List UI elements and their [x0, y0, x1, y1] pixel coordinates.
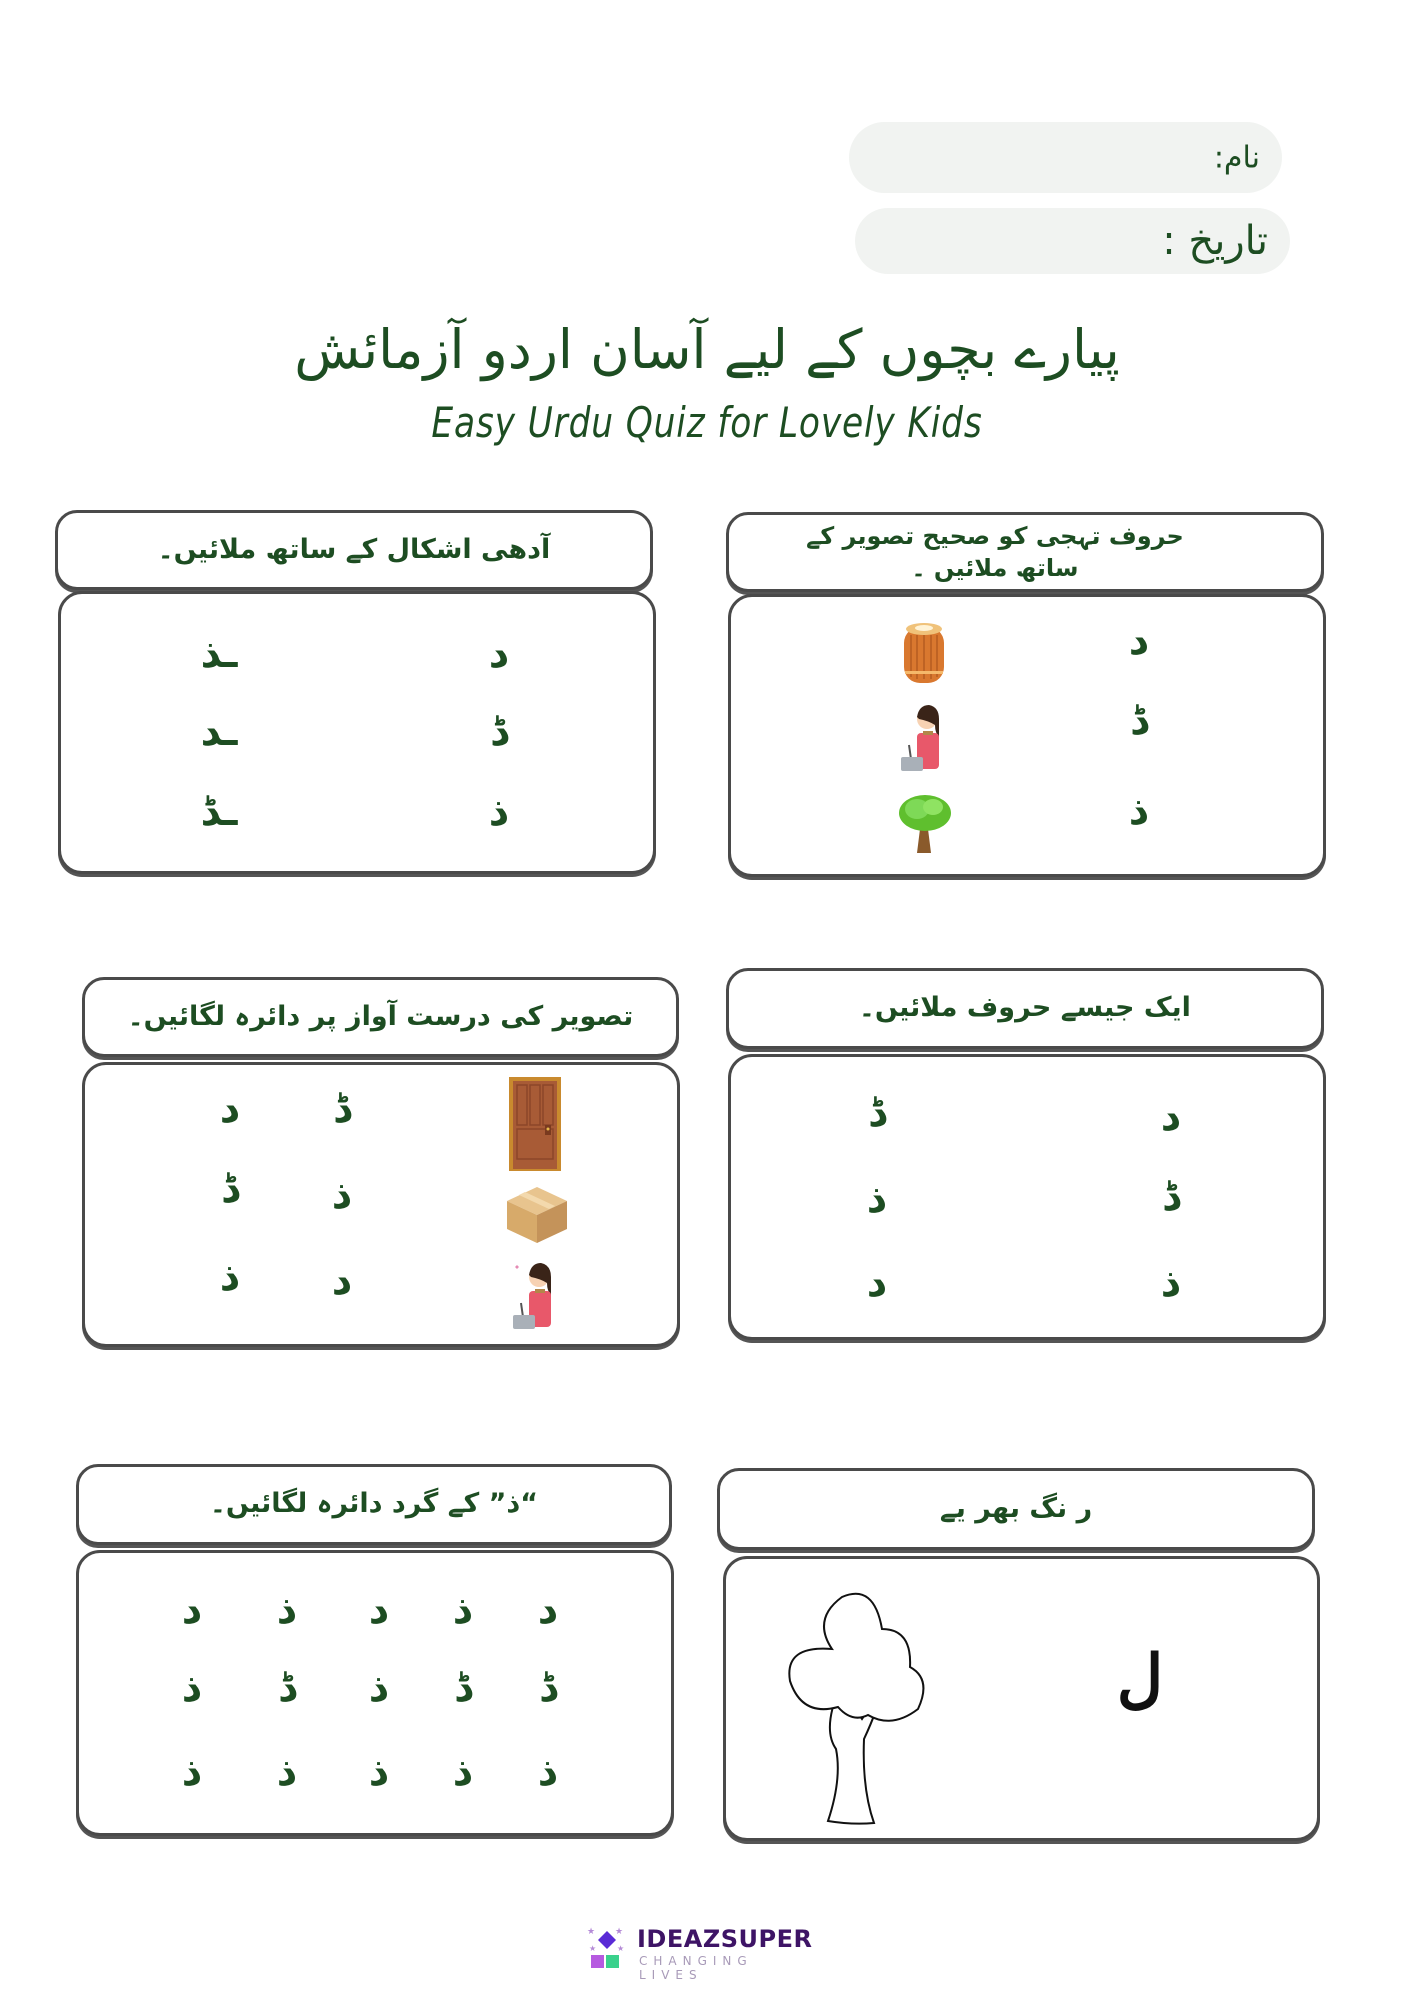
letter-picture-heading-box — [726, 512, 1324, 592]
page-title-english: Easy Urdu Quiz for Lovely Kids — [431, 398, 983, 447]
letter-picture-heading — [806, 520, 1184, 585]
circle-zaal-letter[interactable]: د — [368, 1587, 390, 1633]
letter-picture-heading-line2: ساتھ ملائیں ۔ — [911, 554, 1079, 582]
same-letters-right-letter[interactable]: ڈ — [1162, 1174, 1180, 1220]
circle-zaal-heading: “ذ” کے گرد دائرہ لگائیں۔ — [210, 1488, 538, 1520]
half-shapes-left-shape[interactable]: ـڈ — [200, 789, 238, 835]
circle-zaal-letter[interactable]: ذ — [276, 1587, 298, 1633]
circle-sound-option[interactable]: ذ — [219, 1254, 241, 1300]
same-letters-left-letter[interactable]: د — [866, 1260, 888, 1306]
half-shapes-left-shape[interactable]: ـذ — [200, 631, 238, 677]
tree-outline-icon[interactable] — [782, 1589, 932, 1835]
circle-zaal-letter[interactable]: ذ — [368, 1665, 390, 1711]
letter-picture-letter[interactable]: ڈ — [1130, 698, 1148, 744]
letter-picture-letter[interactable]: د — [1128, 618, 1150, 664]
letter-picture-heading-line1: حروف تہجی کو صحیح تصویر کے — [806, 521, 1184, 550]
page-title-urdu: پیارے بچوں کے لیے آسان اردو آزمائش — [294, 318, 1120, 381]
name-field[interactable] — [849, 122, 1282, 193]
half-shapes-heading-box — [55, 510, 653, 590]
coloring-heading-box — [717, 1468, 1315, 1550]
circle-zaal-letter[interactable]: ڈ — [539, 1665, 557, 1711]
half-shapes-right-letter[interactable]: د — [488, 631, 510, 677]
circle-zaal-letter[interactable]: ذ — [276, 1749, 298, 1795]
circle-zaal-letter[interactable]: د — [181, 1587, 203, 1633]
box-icon[interactable] — [505, 1185, 569, 1245]
circle-zaal-letter[interactable]: ذ — [181, 1749, 203, 1795]
name-label: نام: — [1213, 140, 1260, 175]
circle-zaal-heading-box — [76, 1464, 672, 1545]
half-shapes-right-letter[interactable]: ڈ — [490, 709, 508, 755]
circle-zaal-letter[interactable]: ذ — [452, 1587, 474, 1633]
tree-icon[interactable] — [897, 791, 953, 855]
cooking-girl-icon[interactable] — [509, 1261, 559, 1335]
logo-tagline: CHANGING LIVES — [639, 1954, 753, 1982]
circle-zaal-letter[interactable]: ذ — [368, 1749, 390, 1795]
circle-zaal-letter[interactable]: د — [537, 1587, 559, 1633]
logo-mark-icon — [585, 1925, 635, 1975]
same-letters-left-letter[interactable]: ڈ — [868, 1090, 886, 1136]
same-letters-right-letter[interactable]: د — [1160, 1094, 1182, 1140]
circle-zaal-letter[interactable]: ذ — [181, 1665, 203, 1711]
circle-sound-heading-box — [82, 977, 679, 1057]
half-shapes-right-letter[interactable]: ذ — [488, 789, 510, 835]
coloring-heading: ر نگ بھر یے — [939, 1492, 1093, 1524]
circle-sound-option[interactable]: ذ — [331, 1172, 353, 1218]
date-field[interactable] — [855, 208, 1290, 274]
same-letters-panel — [728, 1054, 1326, 1340]
ideazsuper-logo — [585, 1925, 825, 1982]
logo-brand: IDEAZSUPER — [637, 1925, 813, 1953]
circle-zaal-letter[interactable]: ذ — [452, 1749, 474, 1795]
circle-sound-option[interactable]: د — [219, 1086, 241, 1132]
svg-text:★: ★ — [615, 1927, 624, 1937]
half-shapes-heading: آدھی اشکال کے ساتھ ملائیں۔ — [157, 533, 551, 565]
half-shapes-panel — [58, 591, 656, 874]
circle-sound-panel — [82, 1062, 680, 1347]
drum-icon[interactable] — [901, 621, 947, 687]
circle-sound-heading: تصویر کی درست آواز پر دائرہ لگائیں۔ — [127, 1000, 634, 1032]
circle-zaal-letter[interactable]: ڈ — [454, 1665, 472, 1711]
circle-zaal-letter[interactable]: ڈ — [278, 1665, 296, 1711]
letter-picture-panel — [728, 594, 1326, 877]
circle-sound-option[interactable]: ڈ — [333, 1086, 351, 1132]
circle-zaal-letter[interactable]: ذ — [537, 1749, 559, 1795]
letter-picture-letter[interactable]: ذ — [1128, 788, 1150, 834]
same-letters-heading: ایک جیسے حروف ملائیں۔ — [859, 992, 1191, 1024]
same-letters-left-letter[interactable]: ذ — [866, 1176, 888, 1222]
coloring-letter[interactable]: ل — [1116, 1642, 1164, 1716]
circle-sound-option[interactable]: د — [331, 1258, 353, 1304]
coloring-panel — [723, 1556, 1320, 1841]
same-letters-right-letter[interactable]: ذ — [1160, 1260, 1182, 1306]
svg-text:★: ★ — [617, 1944, 625, 1953]
door-icon[interactable] — [509, 1077, 561, 1171]
svg-text:★: ★ — [589, 1944, 597, 1953]
cooking-girl-icon[interactable] — [897, 703, 947, 777]
date-label: تاریخ : — [1162, 218, 1268, 264]
circle-sound-option[interactable]: ڈ — [221, 1166, 239, 1212]
half-shapes-left-shape[interactable]: ـد — [200, 709, 238, 755]
same-letters-heading-box — [726, 968, 1324, 1049]
svg-text:★: ★ — [587, 1927, 596, 1937]
